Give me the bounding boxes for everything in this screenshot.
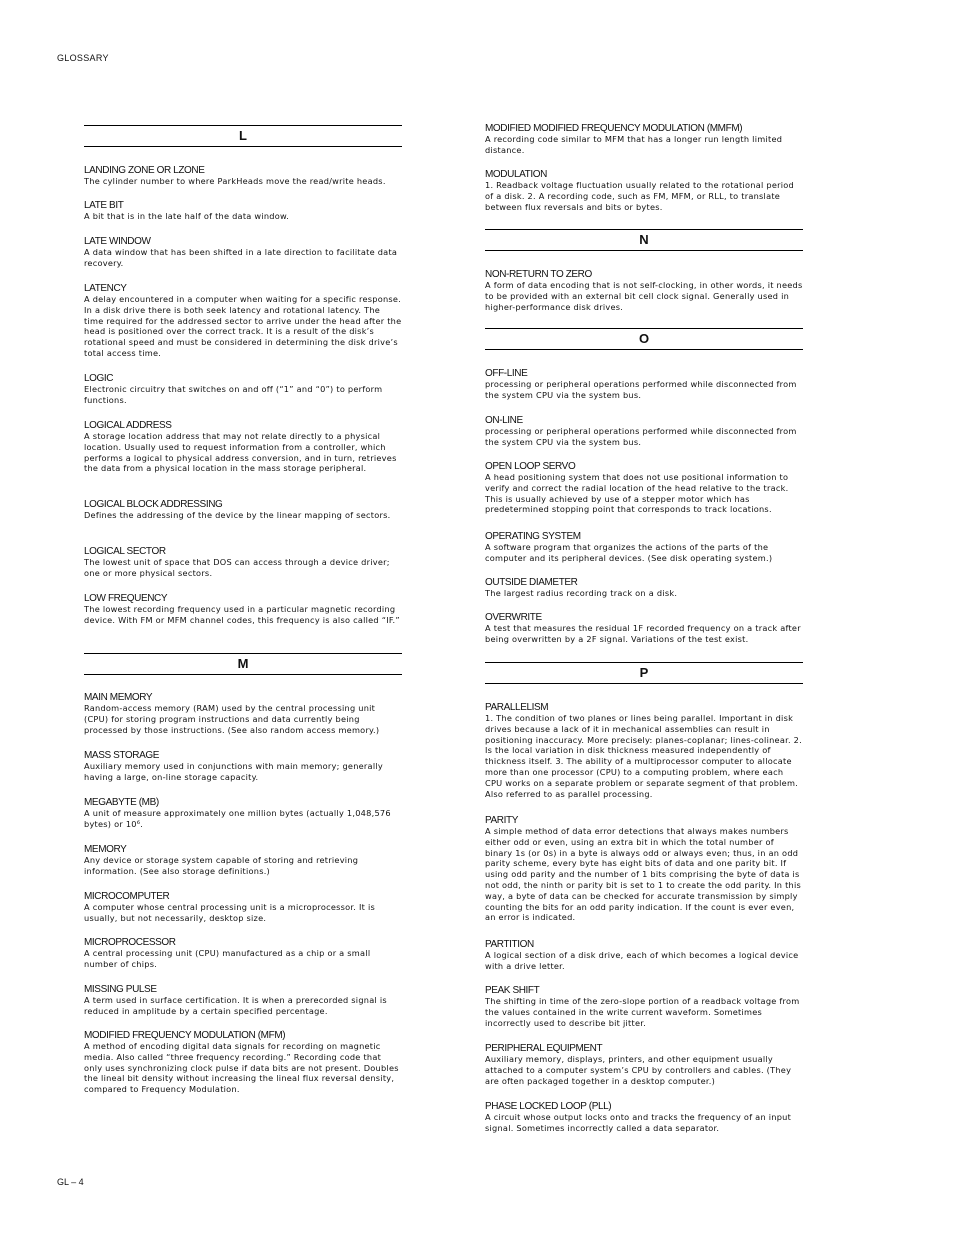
glossary-term: MICROCOMPUTER xyxy=(84,891,170,902)
page-number: GL – 4 xyxy=(57,1177,84,1187)
glossary-definition: 1. The condition of two planes or lines being parallel. Important in disk drives because a lack of it in mechanical assemblies can result in positioning inaccuracy. More precisely: planes-coplanar; lines-colinear. 2. Is the local variation in disk thickness measured independently of thickness itself. 3. The ability of a multiprocessor computer to allocate more than one processor (CPU) to a computing problem, where each CPU works on a separate problem or separate segment of that problem. Also referred to as parallel processing. xyxy=(485,713,802,799)
glossary-entry xyxy=(485,531,803,564)
glossary-term: NON-RETURN TO ZERO xyxy=(485,269,592,280)
section-heading-m: M xyxy=(84,653,402,675)
glossary-entry xyxy=(84,937,402,970)
glossary-definition: processing or peripheral operations performed while disconnected from the system CPU via the system bus. xyxy=(485,379,797,400)
glossary-definition: The lowest unit of space that DOS can access through a device driver; one or more physical sectors. xyxy=(84,557,390,578)
glossary-entry xyxy=(84,165,402,187)
glossary-definition: Random-access memory (RAM) used by the central processing unit (CPU) for storing program instructions and data currently being processed by those instructions. (See also random access memory.) xyxy=(84,703,380,735)
glossary-term: LOGICAL SECTOR xyxy=(84,546,166,557)
glossary-term: LATE BIT xyxy=(84,200,124,211)
glossary-term: MEGABYTE (MB) xyxy=(84,797,159,808)
glossary-entry xyxy=(485,702,803,799)
glossary-entry xyxy=(485,415,803,448)
glossary-definition: Any device or storage system capable of storing and retrieving information. (See also storage definitions.) xyxy=(84,855,359,876)
glossary-entry xyxy=(485,1101,803,1134)
glossary-definition: A circuit whose output locks onto and tracks the frequency of an input signal. Sometimes incorrectly called a data separator. xyxy=(485,1112,792,1133)
glossary-term: LANDING ZONE OR LZONE xyxy=(84,165,205,176)
glossary-term: MISSING PULSE xyxy=(84,984,157,995)
glossary-definition: Defines the addressing of the device by the linear mapping of sectors. xyxy=(84,510,391,520)
glossary-term: MODULATION xyxy=(485,169,547,180)
glossary-term: PEAK SHIFT xyxy=(485,985,540,996)
glossary-term: LOGICAL ADDRESS xyxy=(84,420,172,431)
glossary-term: PARALLELISM xyxy=(485,702,549,713)
glossary-term: MAIN MEMORY xyxy=(84,692,153,703)
glossary-definition: A computer whose central processing unit is a microprocessor. It is usually, but not necessarily, desktop size. xyxy=(84,902,376,923)
glossary-entry xyxy=(485,269,803,312)
glossary-term: MASS STORAGE xyxy=(84,750,160,761)
glossary-term: MODIFIED MODIFIED FREQUENCY MODULATION (MMFM) xyxy=(485,123,743,134)
glossary-entry xyxy=(485,939,803,972)
glossary-definition: A recording code similar to MFM that has a longer run length limited distance. xyxy=(485,134,783,155)
glossary-definition: A software program that organizes the actions of the parts of the computer and its peripheral devices. (See disk operating system.) xyxy=(485,542,773,563)
glossary-entry xyxy=(84,593,402,626)
glossary-entry xyxy=(84,546,402,579)
glossary-term: MICROPROCESSOR xyxy=(84,937,176,948)
glossary-definition: Auxiliary memory, displays, printers, and other equipment usually attached to a computer system’s CPU by controllers and cables. (They are often packaged together in a desktop computer.) xyxy=(485,1054,792,1086)
glossary-definition: A form of data encoding that is not self-clocking, in other words, it needs to be provided with an external bit cell clock signal. Generally used in higher-performance disk drives. xyxy=(485,280,803,312)
glossary-entry xyxy=(84,200,402,222)
glossary-term: LOGIC xyxy=(84,373,114,384)
glossary-entry xyxy=(84,844,402,877)
glossary-term: PHASE LOCKED LOOP (PLL) xyxy=(485,1101,612,1112)
glossary-entry xyxy=(485,123,803,156)
glossary-term: OUTSIDE DIAMETER xyxy=(485,577,578,588)
glossary-entry xyxy=(84,797,402,830)
glossary-entry xyxy=(485,612,803,645)
section-heading-p: P xyxy=(485,662,803,684)
glossary-term: LOGICAL BLOCK ADDRESSING xyxy=(84,499,223,510)
section-heading-n: N xyxy=(485,229,803,251)
glossary-definition: A method of encoding digital data signals for recording on magnetic media. Also called “three frequency recording.” Recording code that only uses synchronizing clock pulse if data bits are not present. Doubles the lineal bit density without increasing the lineal flux reversal density, compared to Frequency Modulation. xyxy=(84,1041,399,1095)
glossary-term: OVERWRITE xyxy=(485,612,542,623)
glossary-term: PARTITION xyxy=(485,939,534,950)
glossary-definition: A term used in surface certification. It is when a prerecorded signal is reduced in amplitude by a certain specified percentage. xyxy=(84,995,387,1016)
glossary-entry xyxy=(84,984,402,1017)
glossary-definition: The cylinder number to where ParkHeads move the read/write heads. xyxy=(84,176,386,186)
glossary-term: MEMORY xyxy=(84,844,127,855)
glossary-definition: 1. Readback voltage fluctuation usually related to the rotational period of a disk. 2. A recording code, such as FM, MFM, or RLL, to translate between flux reversals and bits or bytes. xyxy=(485,180,794,212)
glossary-definition: A head positioning system that does not use positional information to verify and correct the radial location of the head relative to the track. This is usually achieved by use of a stepper motor which has predetermined stopping point that corresponds to track locations. xyxy=(485,472,789,515)
section-heading-o: O xyxy=(485,328,803,350)
glossary-term: OFF-LINE xyxy=(485,368,528,379)
glossary-definition: Auxiliary memory used in conjunctions with main memory; generally having a large, on-line storage capacity. xyxy=(84,761,383,782)
page-header: GLOSSARY xyxy=(57,53,109,63)
glossary-definition: A simple method of data error detections that always makes numbers either odd or even, using an extra bit in which the total number of binary 1s (or 0s) in a byte is always odd or always even; thus, in an odd parity scheme, every byte has eight bits of data and one parity bit. If using odd parity and the number of 1 bits comprising the byte of data is not odd, the ninth or parity bit is set to 1 to create the odd parity. In this way, a byte of data can be checked for accurate transmission by simply counting the bits for an odd parity indication. If the count is ever even, an error is indicated. xyxy=(485,826,802,923)
glossary-entry xyxy=(485,368,803,401)
section-heading-l: L xyxy=(84,125,402,147)
glossary-definition: A data window that has been shifted in a late direction to facilitate data recovery. xyxy=(84,247,398,268)
glossary-definition: A bit that is in the late half of the data window. xyxy=(84,211,290,221)
glossary-entry xyxy=(84,236,402,269)
glossary-definition: A test that measures the residual 1F recorded frequency on a track after being overwritten by a 2F signal. Variations of the test exist. xyxy=(485,623,801,644)
glossary-entry xyxy=(84,373,402,406)
glossary-definition: A logical section of a disk drive, each of which becomes a logical device with a drive letter. xyxy=(485,950,799,971)
glossary-definition: A delay encountered in a computer when waiting for a specific response. In a disk drive there is both seek latency and rotational latency. The time required for the addressed sector to arrive under the head after the head is positioned over the correct track. It is a result of the disk’s rotational speed and must be considered in determining the disk drive’s total access time. xyxy=(84,294,402,358)
glossary-definition: The largest radius recording track on a disk. xyxy=(485,588,678,598)
glossary-entry xyxy=(84,891,402,924)
glossary-entry xyxy=(84,692,402,735)
glossary-definition: A unit of measure approximately one million bytes (actually 1,048,576 bytes) or 10⁶. xyxy=(84,808,391,829)
glossary-entry xyxy=(84,420,402,474)
glossary-entry xyxy=(84,283,402,359)
glossary-entry xyxy=(485,577,803,599)
glossary-term: OPEN LOOP SERVO xyxy=(485,461,576,472)
glossary-definition: A central processing unit (CPU) manufactured as a chip or a small number of chips. xyxy=(84,948,371,969)
glossary-entry xyxy=(84,750,402,783)
glossary-entry xyxy=(485,1043,803,1086)
glossary-definition: The shifting in time of the zero-slope portion of a readback voltage from the values contained in the write current waveform. Sometimes incorrectly used to describe bit jitter. xyxy=(485,996,800,1028)
glossary-term: LATE WINDOW xyxy=(84,236,151,247)
glossary-term: PERIPHERAL EQUIPMENT xyxy=(485,1043,603,1054)
glossary-term: LOW FREQUENCY xyxy=(84,593,168,604)
glossary-entry xyxy=(485,815,803,923)
glossary-term: PARITY xyxy=(485,815,518,826)
glossary-entry xyxy=(84,499,402,521)
glossary-definition: processing or peripheral operations performed while disconnected from the system CPU via the system bus. xyxy=(485,426,797,447)
glossary-definition: Electronic circuitry that switches on and off (“1” and “0”) to perform functions. xyxy=(84,384,383,405)
glossary-term: LATENCY xyxy=(84,283,127,294)
glossary-term: MODIFIED FREQUENCY MODULATION (MFM) xyxy=(84,1030,286,1041)
glossary-term: ON-LINE xyxy=(485,415,523,426)
glossary-definition: A storage location address that may not relate directly to a physical location. Usually used to request information from a controller, which performs a logical to physical address conversion, and in turn, retrieves the data from a physical location in the mass storage peripheral. xyxy=(84,431,397,474)
glossary-entry xyxy=(485,985,803,1028)
glossary-term: OPERATING SYSTEM xyxy=(485,531,581,542)
glossary-entry xyxy=(485,461,803,515)
glossary-entry xyxy=(485,169,803,212)
glossary-definition: The lowest recording frequency used in a particular magnetic recording device. With FM or MFM channel codes, this frequency is also called “IF.” xyxy=(84,604,400,625)
glossary-entry xyxy=(84,1030,402,1095)
